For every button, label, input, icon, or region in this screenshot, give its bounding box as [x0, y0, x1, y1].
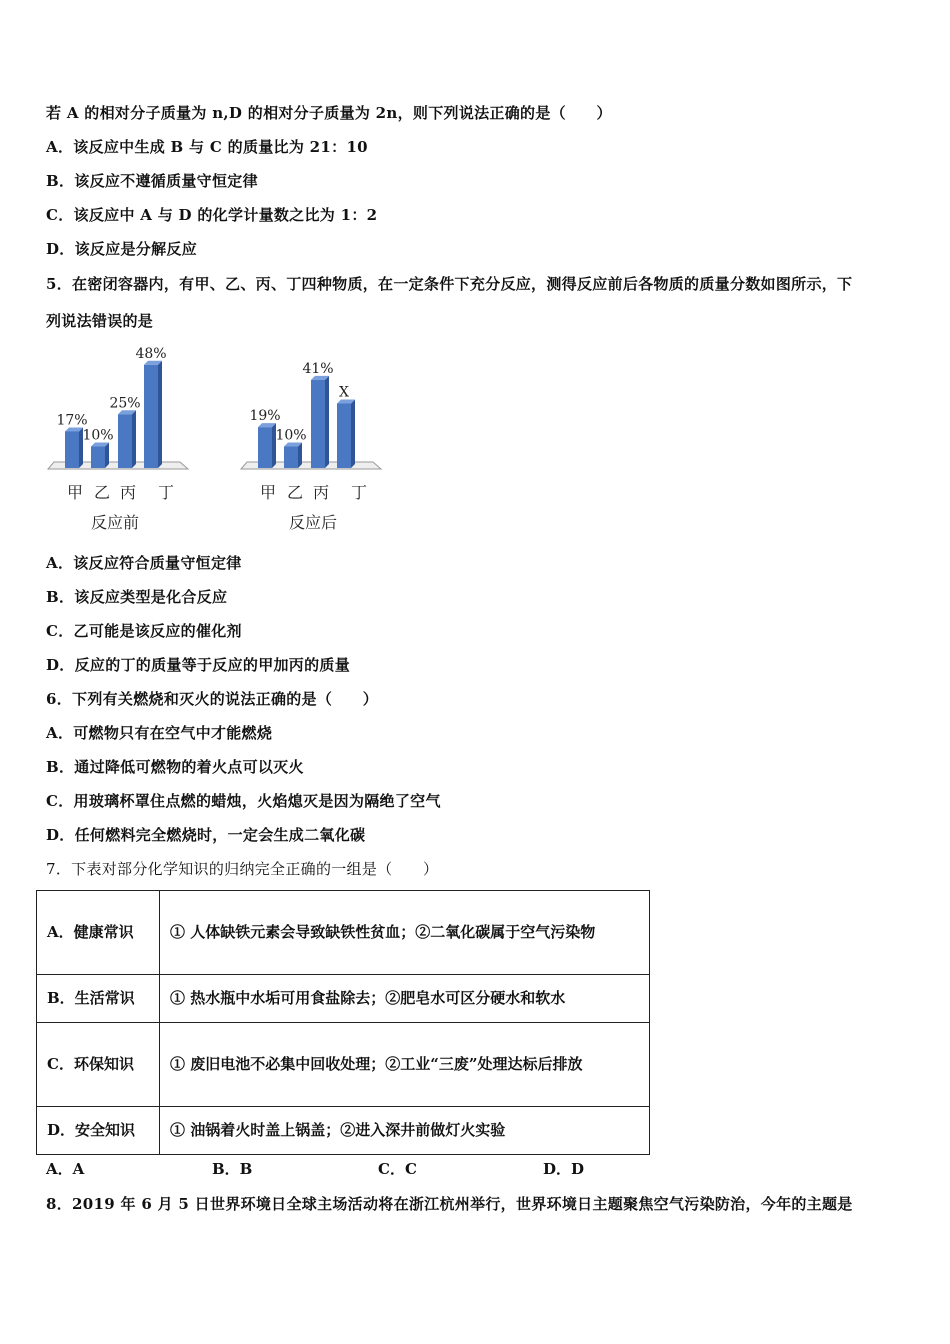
- q6-option-a: A．可燃物只有在空气中才能燃烧: [46, 724, 273, 742]
- q6-option-b: B．通过降低可燃物的着火点可以灭火: [46, 758, 304, 776]
- question-5-stem: 5．在密闭容器内，有甲、乙、丙、丁四种物质，在一定条件下充分反应，测得反应前后各物质的质量分数如图所示，下: [46, 275, 853, 293]
- category-label: 甲: [259, 483, 277, 502]
- bar: [337, 404, 351, 469]
- bar-side: [325, 376, 329, 468]
- table-cell-content: ① 废旧电池不必集中回收处理；②工业“三废”处理达标后排放: [160, 1023, 650, 1107]
- q7-answer-c: C．C: [378, 1160, 417, 1178]
- q6-option-d: D．任何燃料完全燃烧时，一定会生成二氧化碳: [46, 826, 366, 844]
- q5-option-a: A．该反应符合质量守恒定律: [46, 554, 242, 572]
- q7-answer-b: B．B: [212, 1160, 253, 1178]
- bar-side: [105, 443, 109, 469]
- chart-before-title: 反应前: [90, 513, 140, 532]
- bar: [144, 365, 158, 468]
- category-label: 丁: [350, 483, 368, 502]
- category-label: 丙: [119, 483, 137, 502]
- bar-side: [351, 400, 355, 469]
- q4-option-d: D．该反应是分解反应: [46, 240, 198, 258]
- q4-option-a: A．该反应中生成 B 与 C 的质量比为 21：10: [46, 138, 368, 156]
- bar-side: [158, 361, 162, 468]
- bar: [284, 447, 298, 469]
- table-cell-content: ① 热水瓶中水垢可用食盐除去；②肥皂水可区分硬水和软水: [160, 975, 650, 1023]
- table-cell-category: D．安全知识: [37, 1107, 160, 1155]
- data-label: 25%: [109, 395, 141, 412]
- bar: [311, 380, 325, 468]
- question-6-stem: 6．下列有关燃烧和灭火的说法正确的是（ ）: [46, 690, 379, 708]
- q5-option-d: D．反应的丁的质量等于反应的甲加丙的质量: [46, 656, 351, 674]
- q7-answer-a: A．A: [46, 1160, 85, 1178]
- table-cell-category: A．健康常识: [37, 891, 160, 975]
- table-cell-content: ① 人体缺铁元素会导致缺铁性贫血；②二氧化碳属于空气污染物: [160, 891, 650, 975]
- chart-before: [40, 340, 210, 540]
- table-cell-category: C．环保知识: [37, 1023, 160, 1107]
- question-4-stem-tail: 若 A 的相对分子质量为 n,D 的相对分子质量为 2n，则下列说法正确的是（ ）: [46, 104, 612, 122]
- q5-option-b: B．该反应类型是化合反应: [46, 588, 228, 606]
- q5-option-c: C．乙可能是该反应的催化剂: [46, 622, 242, 640]
- bar: [65, 431, 79, 468]
- q6-option-c: C．用玻璃杯罩住点燃的蜡烛，火焰熄灭是因为隔绝了空气: [46, 792, 441, 810]
- data-label: X: [339, 384, 349, 401]
- category-label: 丙: [312, 483, 330, 502]
- bar: [91, 447, 105, 469]
- table-row: [37, 891, 650, 975]
- q4-option-b: B．该反应不遵循质量守恒定律: [46, 172, 258, 190]
- knowledge-table: [36, 890, 650, 1155]
- question-7-stem: 7．下表对部分化学知识的归纳完全正确的一组是（ ）: [46, 860, 439, 878]
- data-label: 10%: [275, 427, 307, 444]
- q4-option-c: C．该反应中 A 与 D 的化学计量数之比为 1：2: [46, 206, 378, 224]
- category-label: 甲: [66, 483, 84, 502]
- question-5-stem-cont: 列说法错误的是: [46, 312, 154, 330]
- chart-after: [233, 340, 403, 540]
- bar-side: [298, 443, 302, 469]
- data-label: 10%: [82, 427, 114, 444]
- category-label: 乙: [93, 483, 111, 502]
- table-row: [37, 1107, 650, 1155]
- category-label: 乙: [286, 483, 304, 502]
- question-8-stem: 8．2019 年 6 月 5 日世界环境日全球主场活动将在浙江杭州举行，世界环境日主题聚焦空气污染防治，今年的主题是: [46, 1195, 853, 1213]
- table-row: [37, 1023, 650, 1107]
- data-label: 17%: [56, 412, 88, 429]
- data-label: 41%: [302, 360, 334, 377]
- bar: [118, 414, 132, 468]
- category-label: 丁: [157, 483, 175, 502]
- table-cell-category: B．生活常识: [37, 975, 160, 1023]
- bar: [258, 427, 272, 468]
- bar-side: [132, 410, 136, 468]
- data-label: 48%: [135, 345, 167, 362]
- table-cell-content: ① 油锅着火时盖上锅盖；②进入深井前做灯火实验: [160, 1107, 650, 1155]
- chart-after-title: 反应后: [288, 513, 338, 532]
- data-label: 19%: [249, 408, 281, 425]
- q7-answer-d: D．D: [543, 1160, 585, 1178]
- table-row: [37, 975, 650, 1023]
